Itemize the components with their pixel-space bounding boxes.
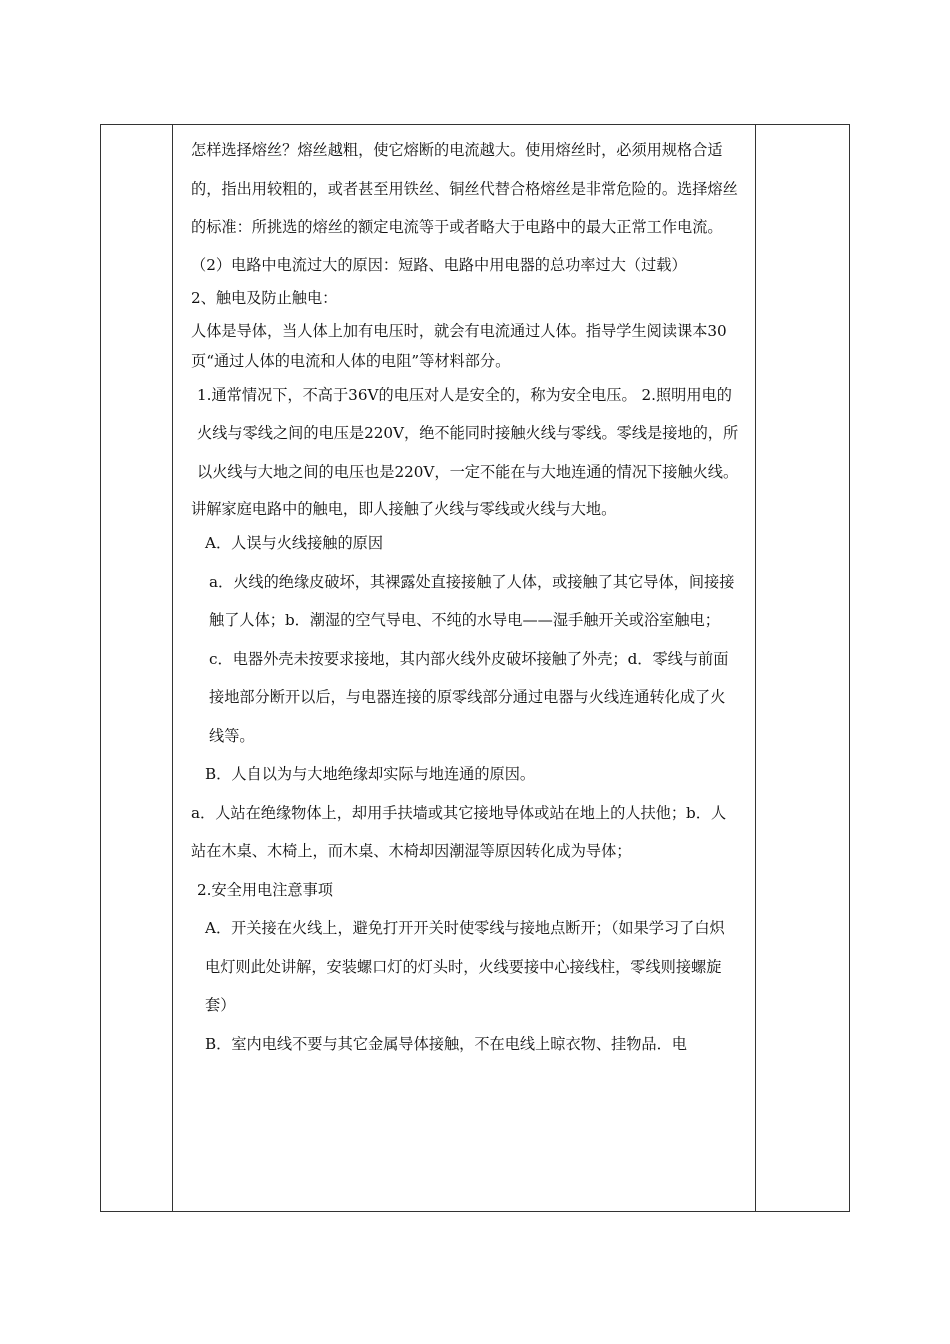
lesson-content-cell [191, 131, 739, 1063]
paragraph-cause-a-heading: A．人误与火线接触的原因 [205, 534, 384, 552]
paragraph-safety-b: B．室内电线不要与其它金属导体接触，不在电线上晾衣物、挂物品．电 [205, 1034, 687, 1053]
paragraph-overcurrent-cause: （2）电路中电流过大的原因：短路、电路中用电器的总功率过大（过载） [191, 255, 687, 274]
paragraph-body-conductor: 人体是导体，当人体上加有电压时，就会有电流通过人体。指导学生阅读课本30页“通过人体的电流和人体的电阻”等材料部分。 [191, 321, 727, 370]
right-column-divider [755, 125, 756, 1211]
paragraph-cause-b-detail: a．人站在绝缘物体上，却用手扶墙或其它接地导体或站在地上的人扶他；b．人站在木桌、木椅上，而木桌、木椅却因潮湿等原因转化成为导体； [191, 803, 727, 860]
paragraph-safety-heading: 2.安全用电注意事项 [197, 880, 333, 899]
paragraph-shock-heading: 2、触电及防止触电： [191, 288, 338, 307]
paragraph-fuse-choice: 怎样选择熔丝？熔丝越粗，使它熔断的电流越大。使用熔丝时，必须用规格合适的，指出用较粗的，或者甚至用铁丝、铜丝代替合格熔丝是非常危险的。选择熔丝的标准：所挑选的熔丝的额定电流等于或者略大于电路中的最大正常工作电流。 [191, 141, 738, 236]
paragraph-household-shock: 讲解家庭电路中的触电，即人接触了火线与零线或火线与大地。 [191, 500, 617, 518]
lesson-table [100, 124, 850, 1212]
paragraph-safe-voltage: 1.通常情况下，不高于36V的电压对人是安全的，称为安全电压。 2.照明用电的火线与零线之间的电压是220V，绝不能同时接触火线与零线。零线是接地的，所以火线与大地之间的电压也是220V，一定不能在与大地连通的情况下接触火线。 [197, 385, 739, 481]
paragraph-cause-b-heading: B．人自以为与大地绝缘却实际与地连通的原因。 [205, 765, 536, 783]
paragraph-cause-a-detail: a．火线的绝缘皮破坏，其裸露处直接接触了人体，或接触了其它导体，间接接触了人体；b．潮湿的空气导电、不纯的水导电——湿手触开关或浴室触电；c．电器外壳未按要求接地，其内部火线外皮破坏接触了外壳；d．零线与前面接地部分断开以后，与电器连接的原零线部分通过电器与火线连通转化成了火线等。 [209, 572, 735, 745]
left-column-divider [172, 125, 173, 1211]
paragraph-safety-a: A．开关接在火线上，避免打开开关时使零线与接地点断开；（如果学习了白炽电灯则此处讲解，安装螺口灯的灯头时，火线要接中心接线柱，零线则接螺旋套） [205, 919, 725, 1014]
